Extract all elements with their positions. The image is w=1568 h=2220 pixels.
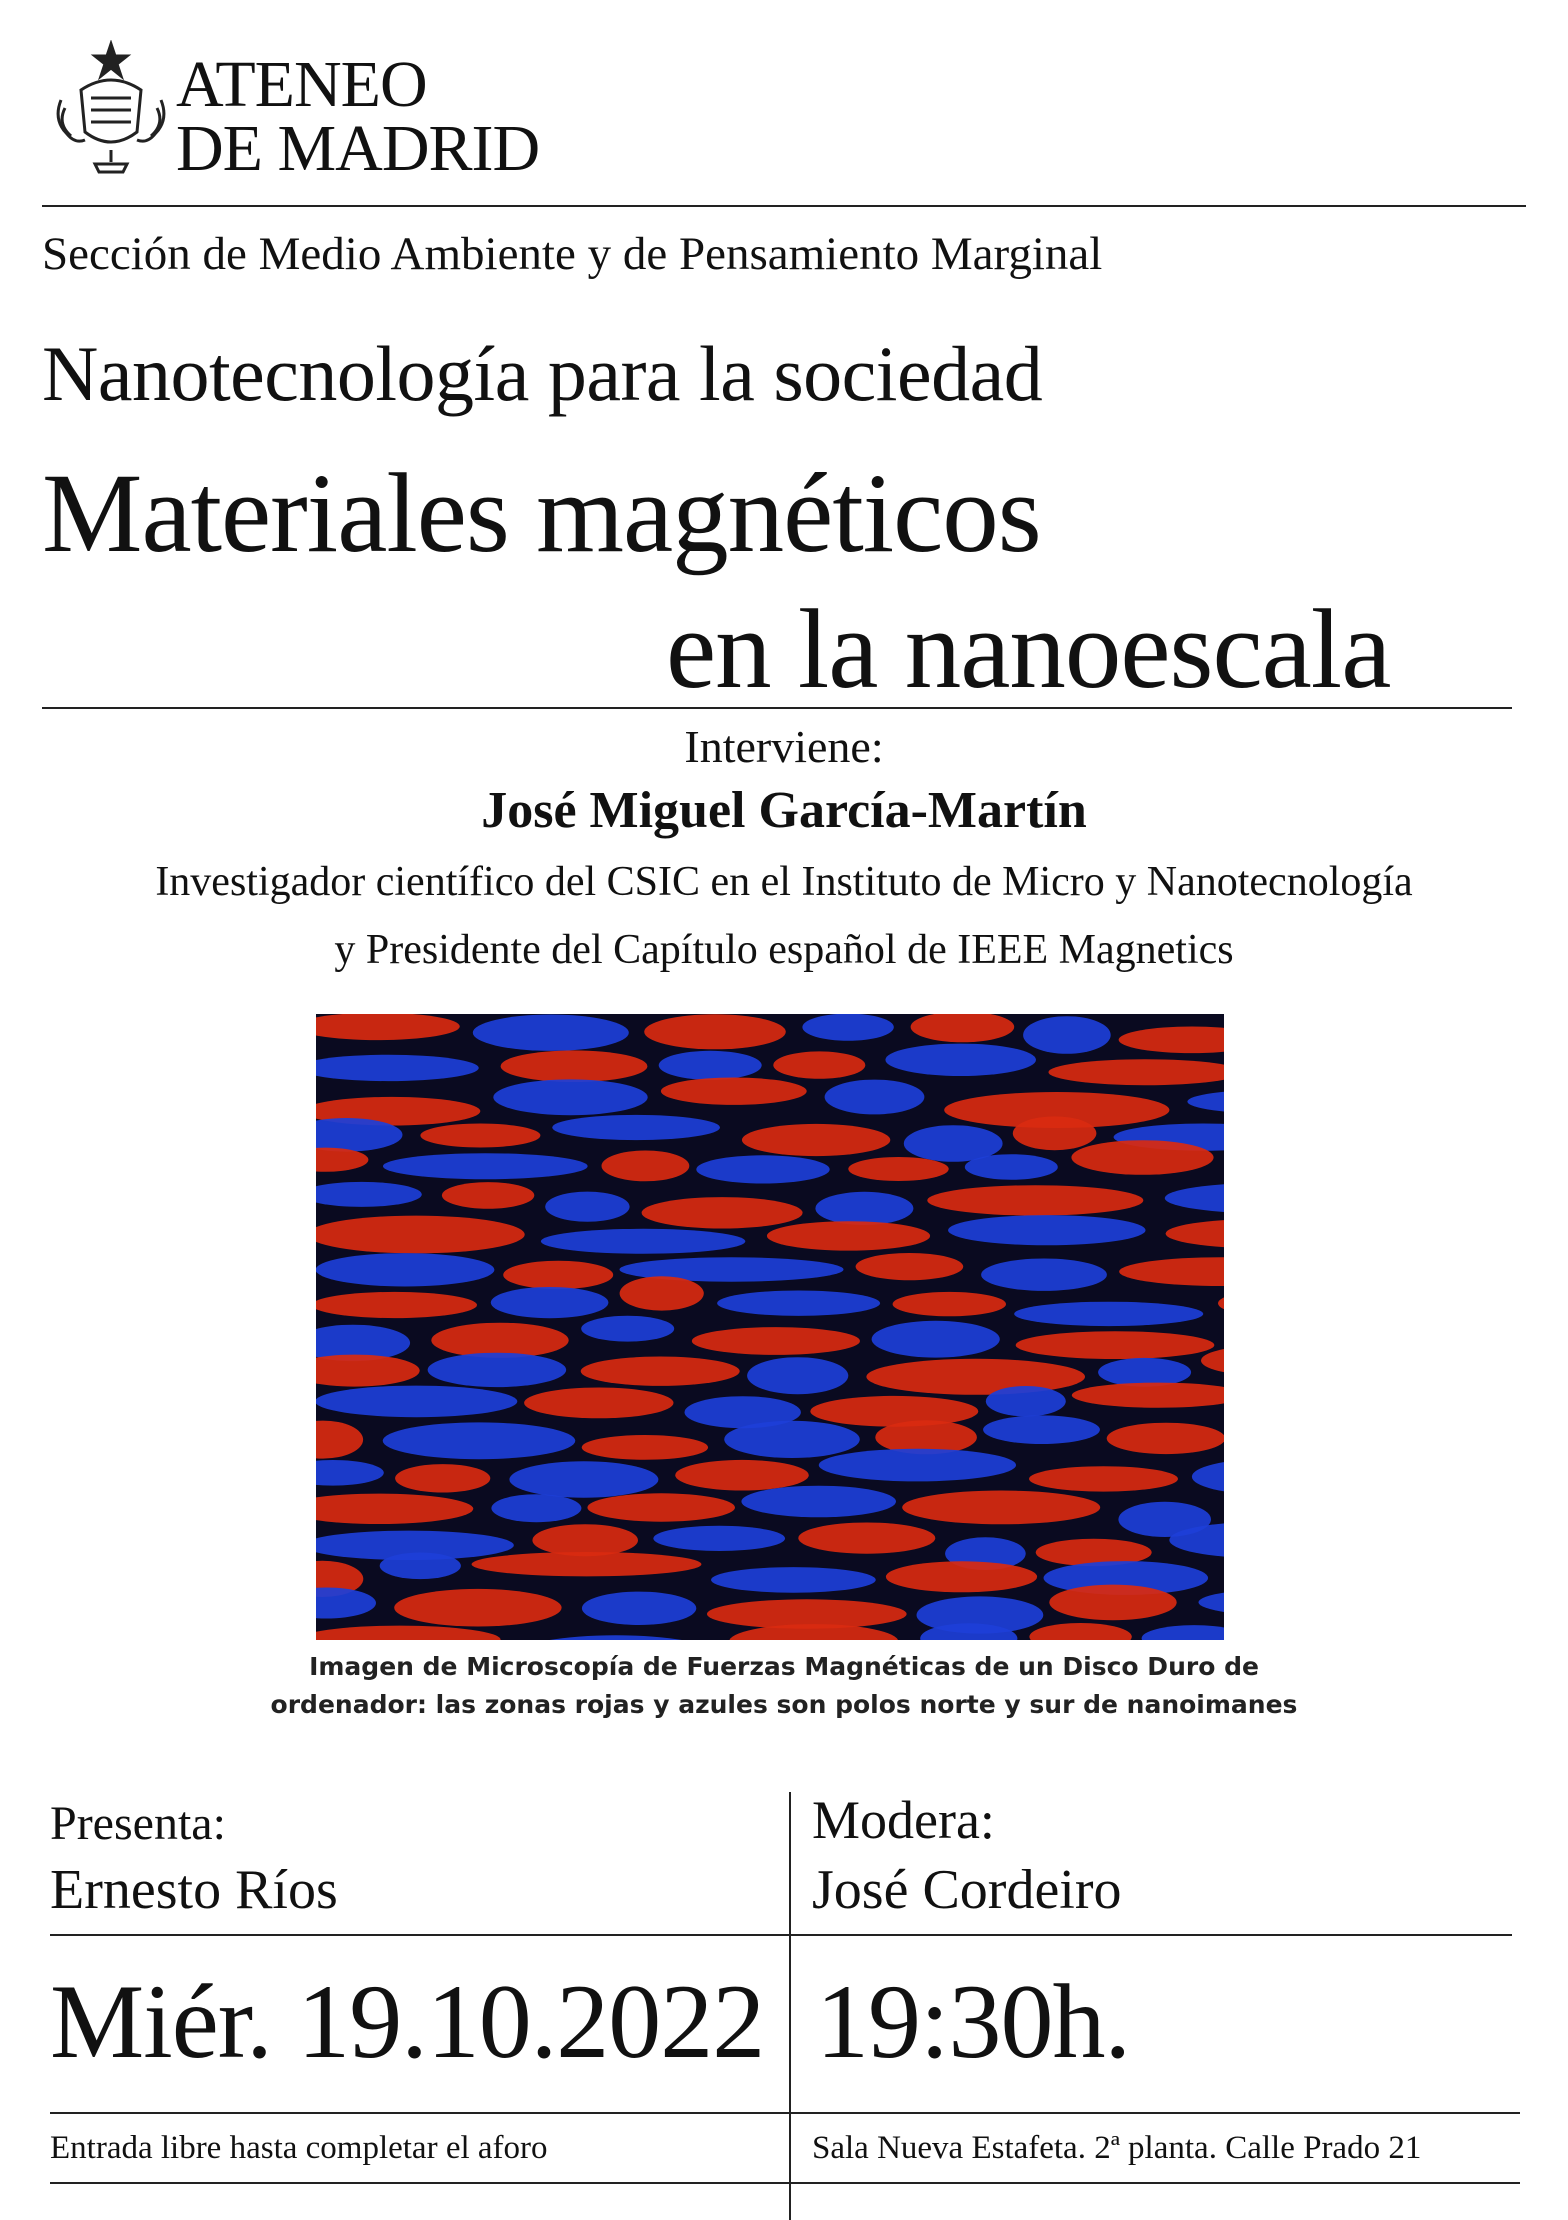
red-domain <box>501 1050 648 1082</box>
red-domain <box>692 1327 860 1355</box>
presenter-name: Ernesto Ríos <box>50 1859 338 1921</box>
logo-line-1: ATENEO <box>176 48 427 121</box>
section-name: Sección de Medio Ambiente y de Pensamiento Marginal <box>42 228 1103 280</box>
red-domain <box>848 1157 948 1181</box>
title-divider <box>42 707 1512 709</box>
red-domain <box>581 1357 740 1386</box>
entry-note: Entrada libre hasta completar el aforo <box>50 2130 548 2166</box>
blue-domain <box>696 1155 829 1183</box>
red-domain <box>602 1151 690 1182</box>
event-title-line-1: Materiales magnéticos <box>42 451 1041 576</box>
red-domain <box>316 1292 477 1318</box>
blue-domain <box>541 1229 745 1254</box>
footer-column-divider <box>789 1792 791 2220</box>
blue-domain <box>741 1486 896 1518</box>
blue-domain <box>383 1153 588 1179</box>
blue-domain <box>653 1526 785 1551</box>
red-domain <box>856 1253 964 1280</box>
red-domain <box>642 1197 803 1228</box>
speaker-affiliation-line-1: Investigador científico del CSIC en el Instituto de Micro y Nanotecnología <box>155 859 1413 905</box>
blue-domain <box>473 1015 629 1051</box>
red-domain <box>394 1589 561 1627</box>
red-domain <box>767 1221 930 1250</box>
red-domain <box>893 1292 1006 1316</box>
red-domain <box>503 1261 613 1289</box>
footer-divider-2 <box>50 2112 1520 2114</box>
event-title-line-2: en la nanoescala <box>666 587 1391 712</box>
blue-domain <box>747 1357 848 1394</box>
header-divider <box>42 205 1526 207</box>
venue: Sala Nueva Estafeta. 2ª planta. Calle Prado 21 <box>812 2130 1422 2166</box>
image-caption-line-2: ordenador: las zonas rojas y azules son polos norte y sur de nanoimanes <box>270 1690 1298 1719</box>
footer-divider-1 <box>50 1934 1512 1936</box>
red-domain <box>742 1124 890 1156</box>
red-domain <box>1107 1423 1224 1454</box>
blue-domain <box>582 1592 696 1625</box>
red-domain <box>582 1435 708 1460</box>
blue-domain <box>983 1415 1100 1444</box>
red-domain <box>1016 1331 1215 1359</box>
blue-domain <box>825 1080 925 1115</box>
blue-domain <box>948 1215 1145 1245</box>
blue-domain <box>491 1494 581 1522</box>
blue-domain <box>717 1291 880 1316</box>
event-time: 19:30h. <box>816 1963 1130 2080</box>
red-domain <box>316 1216 525 1254</box>
blue-domain <box>545 1192 629 1222</box>
blue-domain <box>428 1353 567 1387</box>
blue-domain <box>815 1192 913 1225</box>
blue-domain <box>581 1316 674 1342</box>
blue-domain <box>885 1044 1036 1076</box>
red-domain <box>1049 1585 1176 1621</box>
event-date: Miér. 19.10.2022 <box>50 1963 765 2080</box>
blue-domain <box>491 1287 609 1318</box>
blue-domain <box>724 1421 860 1458</box>
blue-domain <box>1098 1358 1191 1387</box>
red-domain <box>1013 1116 1097 1150</box>
blue-domain <box>1014 1302 1203 1326</box>
red-domain <box>644 1014 786 1049</box>
red-domain <box>431 1323 568 1358</box>
red-domain <box>661 1078 807 1105</box>
blue-domain <box>509 1461 658 1497</box>
red-domain <box>532 1524 638 1556</box>
blue-domain <box>819 1449 1016 1482</box>
blue-domain <box>659 1051 762 1080</box>
blue-domain <box>802 1014 893 1041</box>
moderator-label: Modera: <box>812 1790 995 1850</box>
blue-domain <box>1023 1016 1111 1054</box>
footer-divider-3 <box>50 2182 1520 2184</box>
image-caption-line-1: Imagen de Microscopía de Fuerzas Magnéticas de un Disco Duro de <box>309 1652 1259 1681</box>
blue-domain <box>552 1115 720 1140</box>
blue-domain <box>380 1553 461 1580</box>
moderator-name: José Cordeiro <box>812 1859 1122 1921</box>
blue-domain <box>872 1321 1000 1358</box>
red-domain <box>442 1182 534 1209</box>
red-domain <box>1071 1140 1213 1175</box>
presenter-label: Presenta: <box>50 1797 226 1850</box>
blue-domain <box>986 1386 1066 1416</box>
logo-line-2: DE MADRID <box>176 112 540 185</box>
red-domain <box>420 1124 540 1148</box>
blue-domain <box>965 1154 1058 1180</box>
red-domain <box>587 1493 735 1521</box>
red-domain <box>620 1276 704 1310</box>
speaker-name: José Miguel García-Martín <box>481 782 1087 839</box>
red-domain <box>866 1359 1085 1395</box>
red-domain <box>810 1396 978 1427</box>
red-domain <box>927 1185 1143 1215</box>
blue-domain <box>383 1422 576 1459</box>
blue-domain <box>981 1259 1107 1291</box>
red-domain <box>773 1051 865 1078</box>
blue-domain <box>711 1567 876 1593</box>
mfm-pattern <box>316 1014 1224 1640</box>
red-domain <box>395 1464 490 1492</box>
event-series: Nanotecnología para la sociedad <box>42 330 1043 417</box>
speaker-affiliation-line-2: y Presidente del Capítulo español de IEEE Magnetics <box>334 927 1234 973</box>
red-domain <box>886 1561 1037 1592</box>
speaker-intro: Interviene: <box>684 721 884 772</box>
red-domain <box>902 1491 1100 1525</box>
red-domain <box>1029 1466 1178 1491</box>
red-domain <box>472 1552 702 1576</box>
blue-domain <box>493 1079 647 1115</box>
blue-domain <box>316 1253 494 1286</box>
blue-domain <box>316 1386 517 1418</box>
red-domain <box>798 1523 935 1554</box>
red-domain <box>524 1388 673 1419</box>
magnetic-force-microscopy-image <box>316 1014 1224 1640</box>
crest-emblem-icon <box>50 40 172 176</box>
red-domain <box>675 1460 809 1491</box>
